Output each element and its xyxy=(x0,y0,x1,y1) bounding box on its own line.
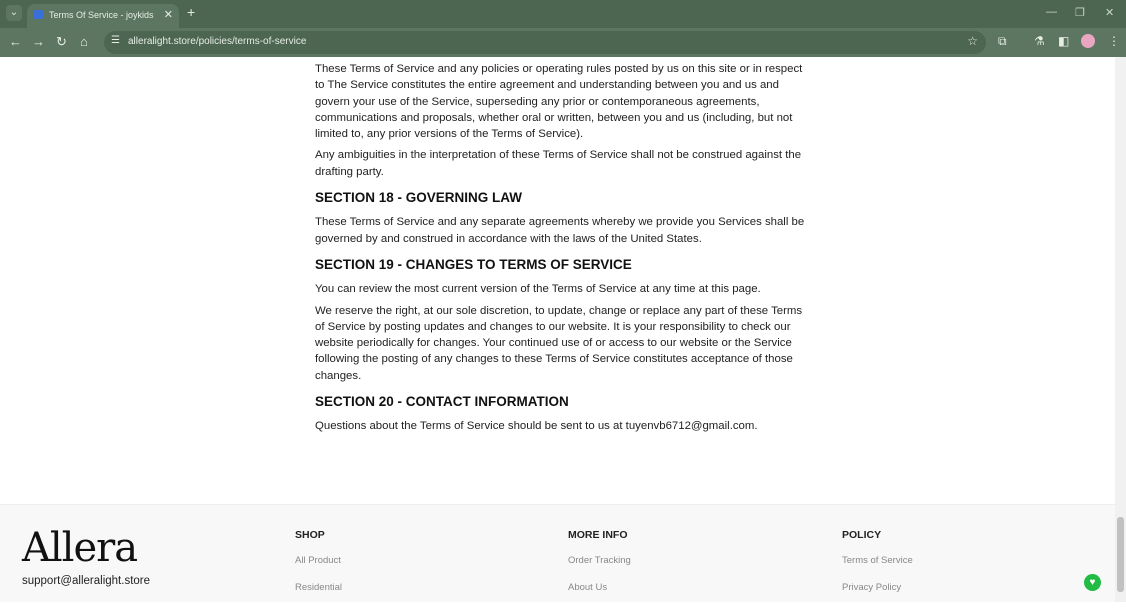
minimize-button[interactable]: — xyxy=(1046,6,1057,18)
tab-bar xyxy=(0,0,1126,28)
footer-link[interactable]: About Us xyxy=(568,582,608,593)
forward-icon[interactable]: → xyxy=(32,34,45,49)
footer-link[interactable]: Order Tracking xyxy=(568,555,631,566)
paragraph: Questions about the Terms of Service should be sent to us at tuyenvb6712@gmail.com. xyxy=(315,420,758,433)
tab-title: Terms Of Service - joykids xyxy=(49,10,154,20)
close-tab-icon[interactable]: ✕ xyxy=(163,9,173,21)
close-window-button[interactable]: ✕ xyxy=(1105,7,1115,19)
restore-button[interactable]: ❐ xyxy=(1075,7,1085,19)
page-content xyxy=(0,57,1115,602)
tab-search-button[interactable]: ⌄ xyxy=(6,5,22,21)
footer-more-info-column xyxy=(568,529,631,609)
scrollbar[interactable] xyxy=(1115,57,1126,602)
terms-document xyxy=(315,61,805,440)
labs-flask-icon[interactable]: ⚗ xyxy=(1034,34,1045,48)
address-bar[interactable] xyxy=(104,31,986,54)
section-heading: SECTION 18 - GOVERNING LAW xyxy=(315,190,523,206)
back-icon[interactable]: ← xyxy=(9,34,22,49)
support-email[interactable]: support@alleralight.store xyxy=(22,575,151,587)
side-panel-icon[interactable]: ◧ xyxy=(1058,34,1070,48)
footer-heading: SHOP xyxy=(295,529,325,541)
footer xyxy=(0,504,1115,602)
reload-icon[interactable]: ↻ xyxy=(56,34,67,49)
footer-link[interactable]: Residential xyxy=(295,582,342,593)
footer-heading: POLICY xyxy=(842,529,882,541)
section-heading: SECTION 19 - CHANGES TO TERMS OF SERVICE xyxy=(315,256,632,272)
paragraph: We reserve the right, at our sole discretion, to update, change or replace any part of these Terms of Service by posting updates and changes to our website. It is your responsibility to check our website periodically for changes. Your continued use of or access to our website or the Service following the posting of any changes to these Terms of Service constitutes acceptance of those changes. xyxy=(315,304,803,382)
section-heading: SECTION 20 - CONTACT INFORMATION xyxy=(315,394,569,410)
browser-tab[interactable] xyxy=(27,4,179,28)
paragraph: These Terms of Service and any policies or operating rules posted by us on this site or in respect to The Service constitutes the entire agreement and understanding between you and us and govern your use of the Service, superseding any prior or contemporaneous agreements, communications and proposals, whether oral or written, between you and us (including, but not limited to, any prior versions of the Terms of Service). xyxy=(315,63,803,141)
profile-avatar[interactable] xyxy=(1081,34,1095,48)
allera-logo[interactable]: Allera xyxy=(22,525,138,571)
paragraph: Any ambiguities in the interpretation of these Terms of Service shall not be construed against the drafting party. xyxy=(315,149,802,178)
extensions-icon[interactable]: ⧉ xyxy=(998,34,1007,48)
new-tab-button[interactable]: + xyxy=(187,4,196,20)
footer-heading: MORE INFO xyxy=(568,529,628,541)
paragraph: You can review the most current version of the Terms of Service at any time at this page. xyxy=(315,283,761,296)
favicon-icon xyxy=(33,10,43,19)
chat-widget-icon[interactable]: ♥ xyxy=(1084,574,1101,591)
toolbar xyxy=(0,28,1126,57)
home-icon[interactable]: ⌂ xyxy=(80,34,88,49)
bookmark-star-icon[interactable]: ☆ xyxy=(967,34,978,48)
scrollbar-thumb[interactable] xyxy=(1117,517,1124,592)
footer-link[interactable]: All Product xyxy=(295,555,341,566)
menu-icon[interactable]: ⋮ xyxy=(1108,34,1120,48)
footer-link[interactable]: Terms of Service xyxy=(842,555,913,566)
footer-link[interactable]: Privacy Policy xyxy=(842,582,902,593)
url-text[interactable]: alleralight.store/policies/terms-of-service xyxy=(128,36,307,47)
footer-policy-column xyxy=(842,529,913,609)
site-info-icon[interactable]: ☰ xyxy=(111,35,120,46)
paragraph: These Terms of Service and any separate agreements whereby we provide you Services shall be governed by and construed in accordance with the laws of the United States. xyxy=(315,216,805,245)
footer-shop-column xyxy=(295,529,342,609)
